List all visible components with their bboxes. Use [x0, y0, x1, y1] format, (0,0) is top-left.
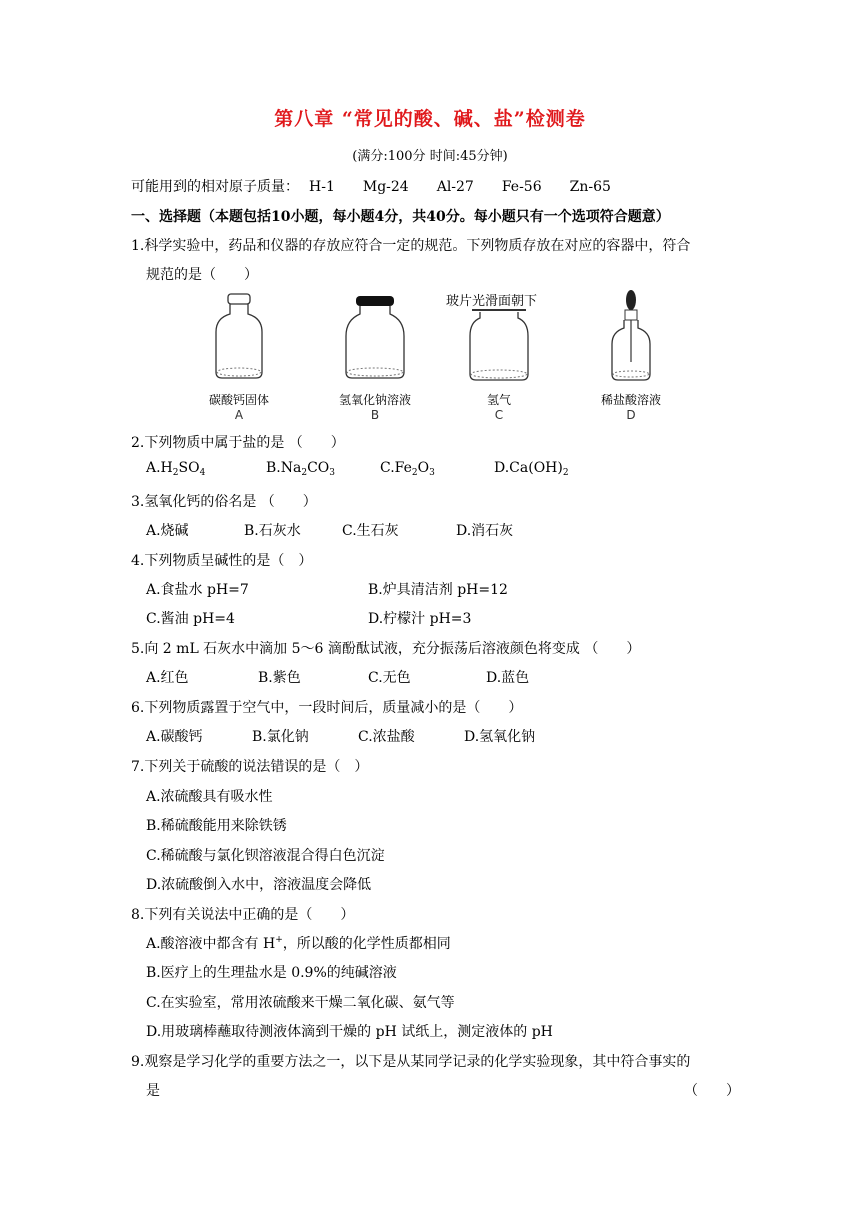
- bottle-d-label: 稀盐酸溶液: [600, 393, 661, 407]
- dropper-bottle-icon: [588, 288, 674, 387]
- question-2-stem: 2.下列物质中属于盐的是 （ ）: [131, 435, 345, 451]
- bottle-a-label: 碳酸钙固体: [208, 393, 269, 407]
- question-5-option-c[interactable]: C.无色: [368, 670, 411, 686]
- question-8-stem: 8.下列有关说法中正确的是（ ）: [131, 907, 355, 923]
- question-1-line2: 规范的是（ ）: [146, 267, 258, 283]
- option-text: A.酸溶液中都含有 H: [146, 936, 276, 952]
- mass-mg: Mg-24: [362, 179, 409, 195]
- question-6-option-c[interactable]: C.浓盐酸: [358, 729, 415, 745]
- atomic-mass-label: 可能用到的相对原子质量：: [131, 179, 299, 195]
- question-7-stem: 7.下列关于硫酸的说法错误的是（ ）: [131, 759, 369, 775]
- atomic-mass-line: [131, 176, 639, 196]
- option-text: D.Ca(OH): [494, 460, 563, 476]
- wide-mouth-bottle-icon: [194, 292, 284, 387]
- question-3-stem: 3.氢氧化钙的俗名是 （ ）: [131, 494, 317, 510]
- question-6-option-d[interactable]: D.氢氧化钠: [464, 729, 536, 745]
- question-2-option-d[interactable]: $D.Ca(OH)_2$: [494, 460, 569, 478]
- question-4-stem: 4.下列物质呈碱性的是（ ）: [131, 553, 313, 569]
- question-8-option-b[interactable]: B.医疗上的生理盐水是 0.9%的纯碱溶液: [146, 965, 397, 981]
- question-5-option-b[interactable]: B.紫色: [258, 670, 301, 686]
- bottle-a-letter: A: [234, 408, 244, 422]
- bottle-c: [454, 306, 544, 422]
- section-header: 一、选择题（本题包括10小题，每小题4分，共40分。每小题只有一个选项符合题意）: [131, 209, 670, 225]
- wide-mouth-bottle-icon: [320, 292, 430, 387]
- gas-jar-icon: [454, 306, 544, 387]
- question-7-option-a[interactable]: A.浓硫酸具有吸水性: [146, 789, 273, 805]
- option-text: C.Fe: [380, 460, 412, 476]
- question-7-option-d[interactable]: D.浓硫酸倒入水中，溶液温度会降低: [146, 877, 372, 893]
- bottle-b-letter: B: [370, 408, 380, 422]
- mass-fe: Fe-56: [501, 179, 542, 195]
- question-8-option-a[interactable]: A.酸溶液中都含有 H+，所以酸的化学性质都相同: [146, 935, 451, 952]
- page-title: 第八章 “常见的酸、碱、盐”检测卷: [274, 108, 586, 130]
- exam-info: (满分:100分 时间:45分钟): [352, 149, 508, 164]
- question-8-option-d[interactable]: D.用玻璃棒蘸取待测液体滴到干燥的 pH 试纸上，测定液体的 pH: [146, 1024, 553, 1040]
- question-7-option-b[interactable]: B.稀硫酸能用来除铁锈: [146, 818, 287, 834]
- question-5-option-d[interactable]: D.蓝色: [486, 670, 530, 686]
- mass-al: Al-27: [436, 179, 474, 195]
- option-text-cont: ，所以酸的化学性质都相同: [282, 936, 451, 952]
- question-2-option-a[interactable]: $A.H_2SO_4$: [146, 460, 206, 478]
- answer-paren: （ ）: [684, 1083, 740, 1099]
- bottle-b: [320, 292, 430, 422]
- question-3-option-a[interactable]: A.烧碱: [146, 523, 189, 539]
- question-7-option-c[interactable]: C.稀硫酸与氯化钡溶液混合得白色沉淀: [146, 848, 385, 864]
- question-8-option-c[interactable]: C.在实验室，常用浓硫酸来干燥二氧化碳、氨气等: [146, 995, 455, 1011]
- bottle-d-letter: D: [626, 408, 636, 422]
- bottle-c-letter: C: [494, 408, 504, 422]
- option-text: A.H: [146, 460, 173, 476]
- question-9-line1: 9.观察是学习化学的重要方法之一，以下是从某同学记录的化学实验现象，其中符合事实的: [131, 1054, 691, 1070]
- figure-note: 玻片光滑面朝下: [446, 294, 538, 309]
- question-4-option-a[interactable]: A.食盐水 pH=7: [146, 582, 249, 598]
- question-3-option-c[interactable]: C.生石灰: [342, 523, 399, 539]
- question-4-option-c[interactable]: C.酱油 pH=4: [146, 611, 235, 627]
- question-3-option-b[interactable]: B.石灰水: [244, 523, 301, 539]
- question-5-stem: 5.向 2 mL 石灰水中滴加 5～6 滴酚酞试液，充分振荡后溶液颜色将变成 （ ）: [131, 641, 641, 657]
- question-3-option-d[interactable]: D.消石灰: [456, 523, 514, 539]
- question-6-option-a[interactable]: A.碳酸钙: [146, 729, 203, 745]
- bottle-d: [588, 288, 674, 422]
- question-4-option-b[interactable]: B.炉具清洁剂 pH=12: [368, 582, 508, 598]
- bottle-b-label: 氢氧化钠溶液: [338, 393, 411, 407]
- option-text: B.Na: [266, 460, 302, 476]
- question-4-option-d[interactable]: D.柠檬汁 pH=3: [368, 611, 472, 627]
- mass-zn: Zn-65: [569, 179, 611, 195]
- question-6-stem: 6.下列物质露置于空气中，一段时间后，质量减小的是（ ）: [131, 700, 523, 716]
- mass-h: H-1: [309, 179, 335, 195]
- question-9-line2: 是: [146, 1083, 160, 1099]
- question-6-option-b[interactable]: B.氯化钠: [252, 729, 309, 745]
- question-2-option-b[interactable]: $B.Na_2CO_3$: [266, 460, 336, 478]
- bottle-a: [194, 292, 284, 422]
- question-1-line1: 1.科学实验中，药品和仪器的存放应符合一定的规范。下列物质存放在对应的容器中，符合: [131, 238, 691, 254]
- question-5-option-a[interactable]: A.红色: [146, 670, 189, 686]
- question-2-option-c[interactable]: $C.Fe_2O_3$: [380, 460, 435, 478]
- bottle-c-label: 氢气: [486, 393, 511, 407]
